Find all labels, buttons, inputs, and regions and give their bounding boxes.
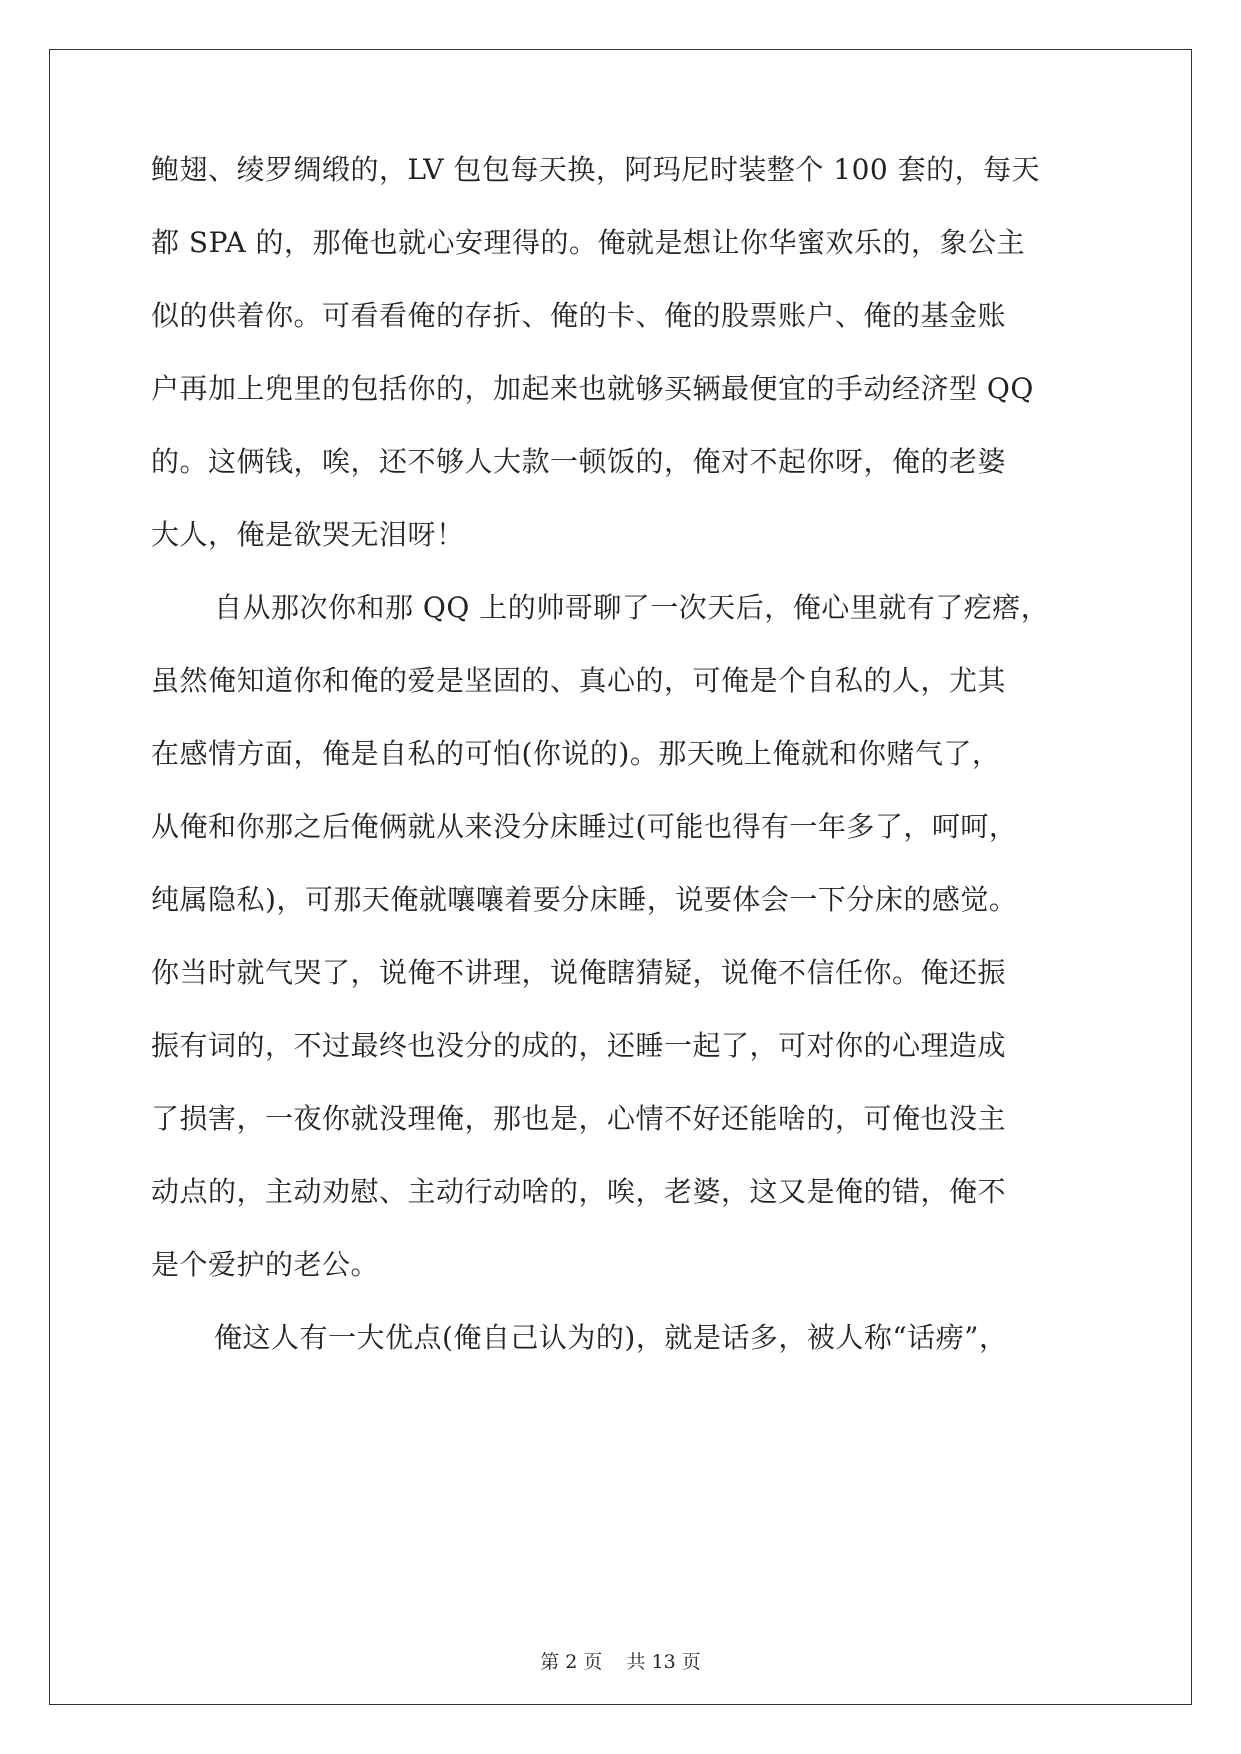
text-line: 大人，俺是欲哭无泪呀！	[151, 518, 465, 551]
page-footer	[0, 1650, 1241, 1674]
text-line: 动点的，主动劝慰、主动行动啥的，唉，老婆，这又是俺的错，俺不	[151, 1175, 1007, 1208]
page-number: 第 2 页	[540, 1651, 603, 1673]
text-line: 你当时就气哭了，说俺不讲理，说俺瞎猜疑，说俺不信任你。俺还振	[151, 956, 1007, 989]
paragraph-start-line: 自从那次你和那 QQ 上的帅哥聊了一次天后，俺心里就有了疙瘩，	[214, 591, 1050, 624]
text-line: 从俺和你那之后俺俩就从来没分床睡过(可能也得有一年多了，呵呵，	[151, 810, 1018, 843]
text-line: 都 SPA 的，那俺也就心安理得的。俺就是想让你华蜜欢乐的，象公主	[151, 226, 1025, 259]
paragraph-start-line: 俺这人有一大优点(俺自己认为的)，就是话多，被人称“话痨”，	[214, 1321, 1008, 1354]
text-line: 虽然俺知道你和俺的爱是坚固的、真心的，可俺是个自私的人，尤其	[151, 664, 1007, 697]
text-line: 的。这俩钱，唉，还不够人大款一顿饭的，俺对不起你呀，俺的老婆	[151, 445, 1007, 478]
text-line: 户再加上兜里的包括你的，加起来也就够买辆最便宜的手动经济型 QQ	[151, 372, 1034, 405]
text-line: 鲍翅、绫罗绸缎的，LV 包包每天换，阿玛尼时装整个 100 套的，每天	[151, 153, 1041, 186]
text-line: 似的供着你。可看看俺的存折、俺的卡、俺的股票账户、俺的基金账	[151, 299, 1007, 332]
text-line: 振有词的，不过最终也没分的成的，还睡一起了，可对你的心理造成	[151, 1029, 1007, 1062]
text-line: 是个爱护的老公。	[151, 1248, 380, 1281]
text-line: 了损害，一夜你就没理俺，那也是，心情不好还能啥的，可俺也没主	[151, 1102, 1007, 1135]
text-line: 纯属隐私)，可那天俺就嚷嚷着要分床睡，说要体会一下分床的感觉。	[151, 883, 1018, 916]
total-pages: 共 13 页	[626, 1651, 701, 1673]
text-line: 在感情方面，俺是自私的可怕(你说的)。那天晚上俺就和你赌气了，	[151, 737, 1001, 770]
